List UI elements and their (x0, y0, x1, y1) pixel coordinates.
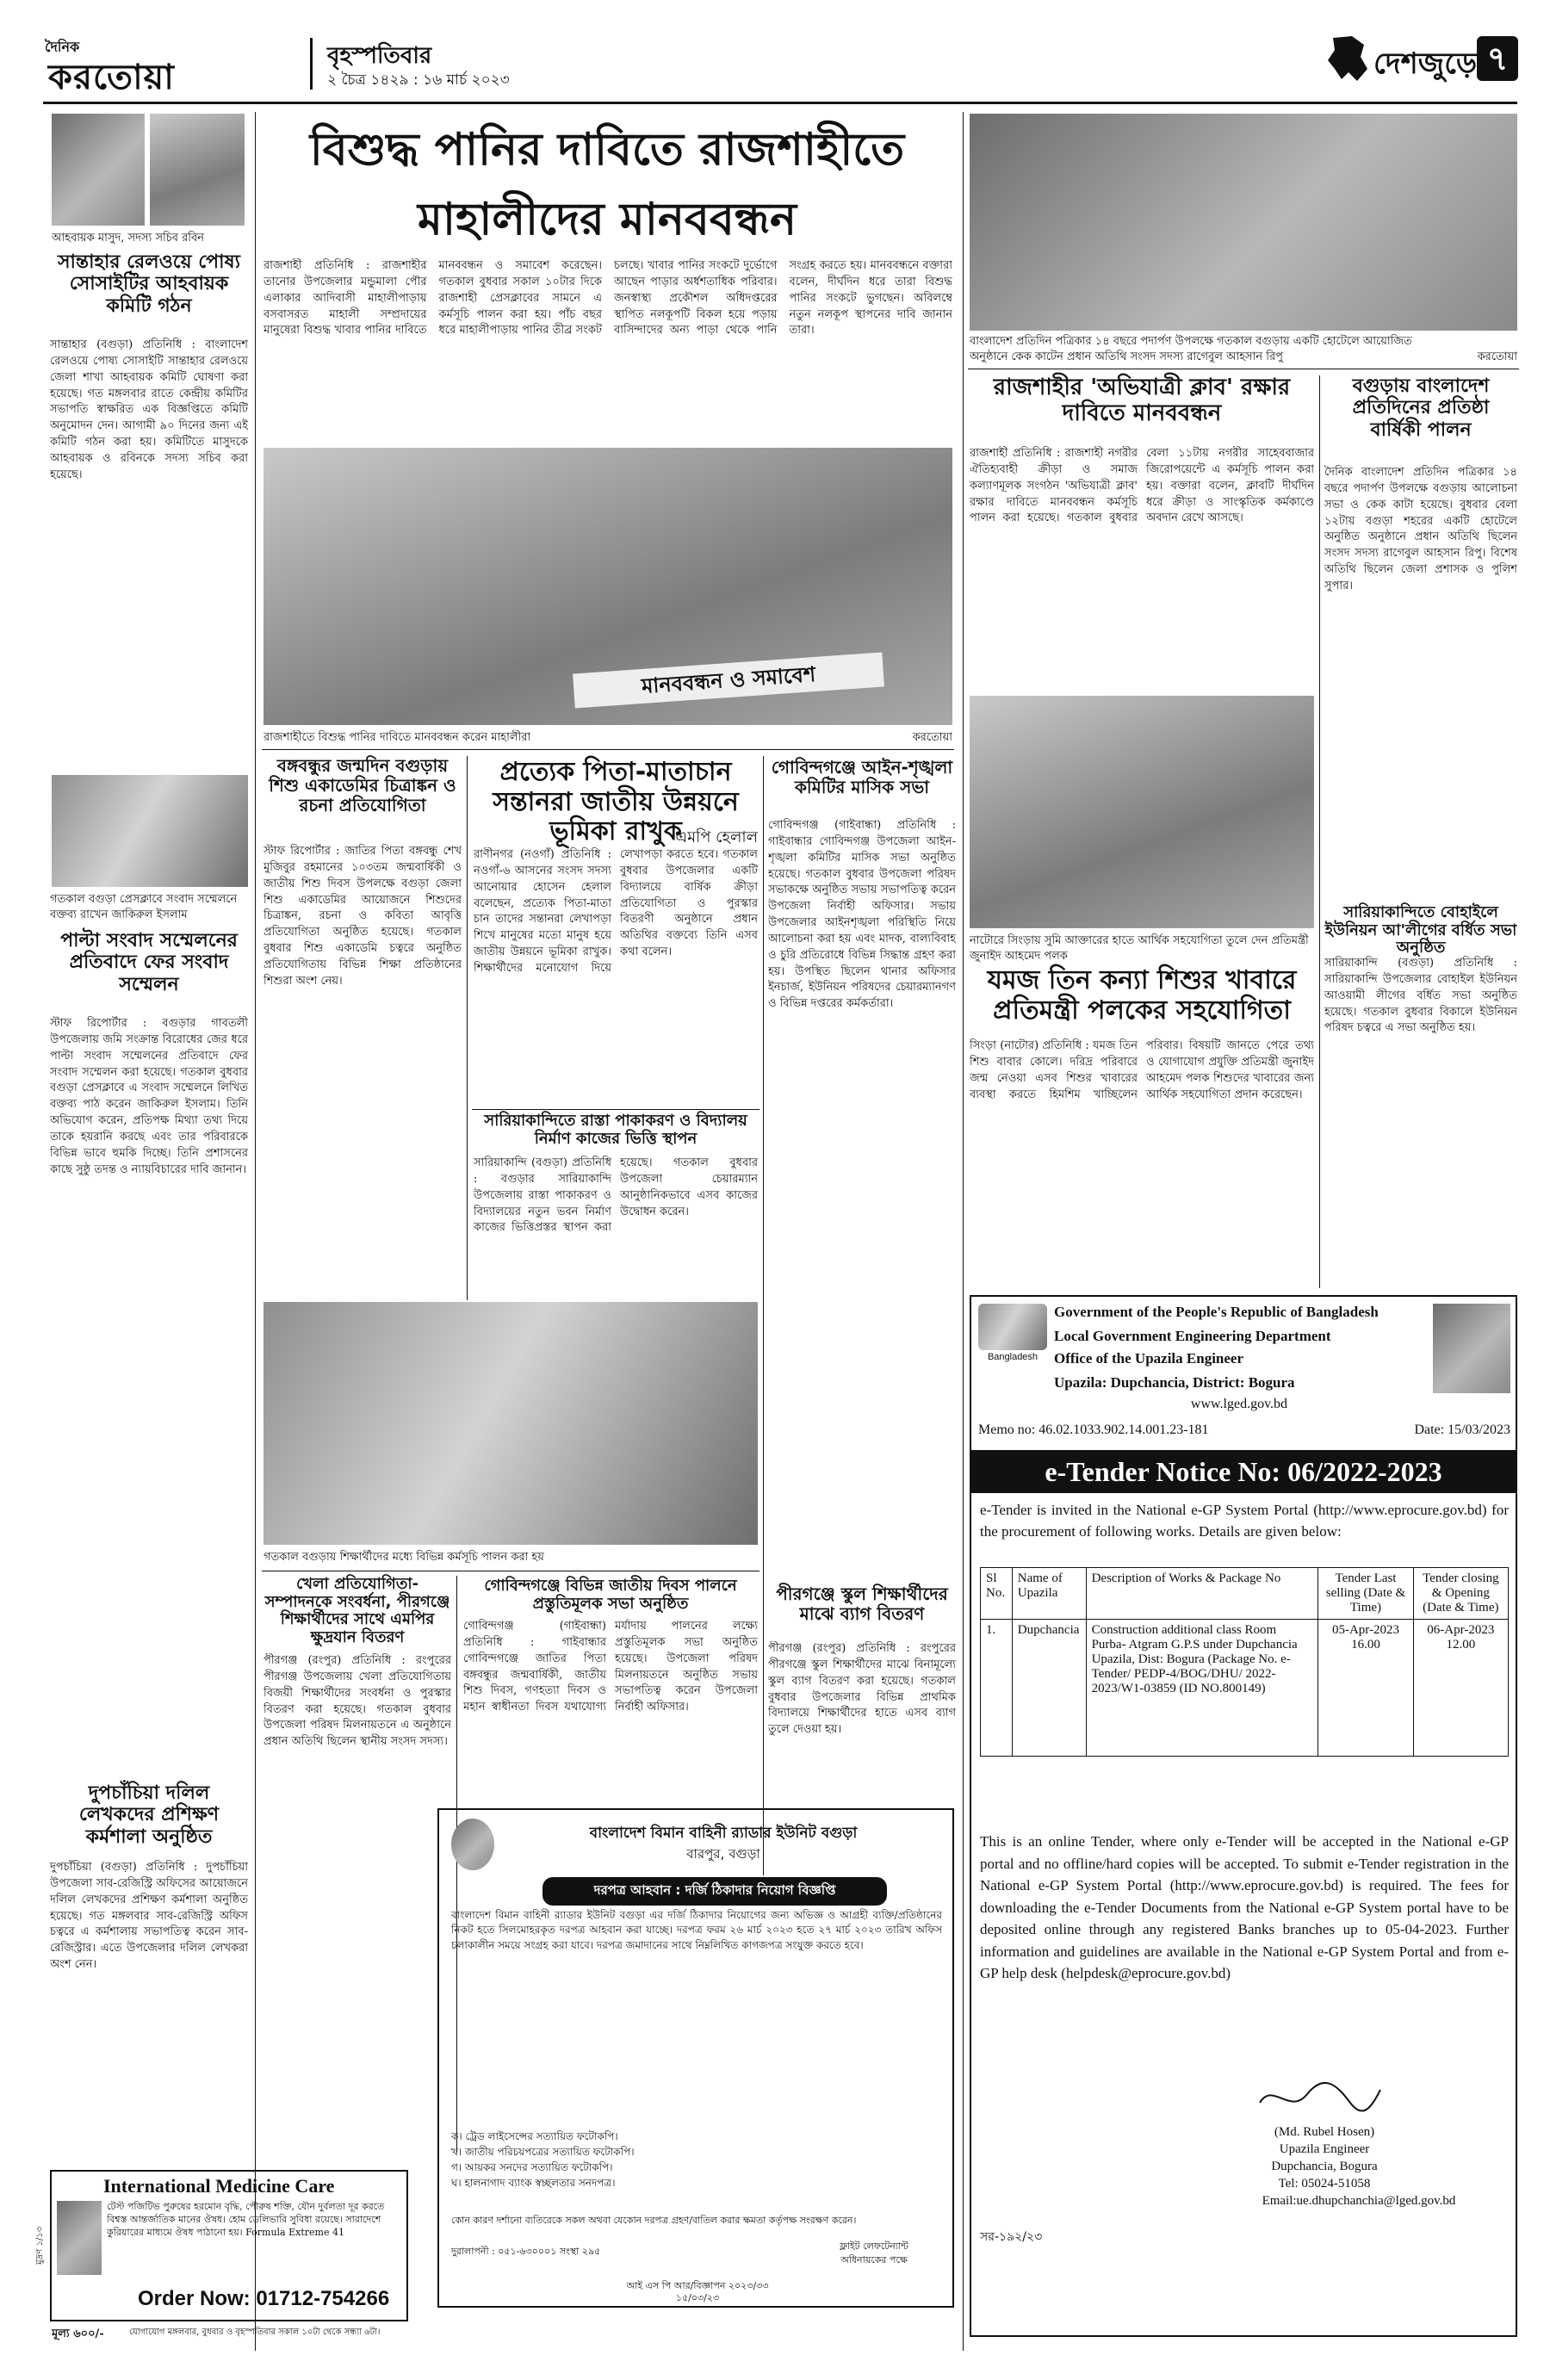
photo-caption: গতকাল বগুড়ায় শিক্ষার্থীদের মধ্যে বিভিন্ন কর্মসূচি পালন করা হয় (264, 1551, 544, 1564)
headline: প্রত্যেক পিতা-মাতাচান সন্তানরা জাতীয় উন্নয়নে ভূমিকা রাখুক (493, 757, 739, 846)
signer-office: Dupchancia, Bogura (1271, 2160, 1378, 2173)
headline: সারিয়াকান্দিতে বোহাইলে ইউনিয়ন আ'লীগের বর্ধিত সভা অনুষ্ঠিত (1324, 903, 1517, 958)
column-rule (255, 112, 256, 2351)
signer-name: (Md. Rubel Hosen) (1274, 2125, 1375, 2139)
ad-note: কোন কারণ দর্শানো ব্যতিরেকে সকল অথবা যেকোন দরপত্র গ্রহণ/বাতিল করার ক্ষমতা কর্তৃপক্ষ সংরক্ষণ করেন। (451, 2215, 857, 2226)
article-body: দুপচাঁচিয়া (বগুড়া) প্রতিনিধি : দুপচাঁচিয়া উপজেলা সাব-রেজিস্ট্রি অফিসের আয়োজনে দলিল লেখকদের প্রশিক্ষণ কর্মশালা অনুষ্ঠিত হয়েছে। গত মঙ্গলবার সাব-রেজিস্ট্রি অফিস চত্বরে এ কর্মশালায় সভাপতিত্ব করেন সাব-রেজিস্ট্রার। এতে উপজেলার দলিল লেখকরা অংশ নেন। (50, 1861, 248, 1972)
article-body: সিংড়া (নাটোর) প্রতিনিধি : যমজ তিন শিশু বাবার কোলে। দরিদ্র পরিবারে জন্ম নেওয়া এসব শিশুর খাবারের ব্যবস্থা করতে হিমশিম খাচ্ছিলেন পরিবার। বিষয়টি জানতে পেরে তথ্য ও যোগাযোগ প্রযুক্তি প্রতিমন্ত্রী জুনাইদ আহমেদ পলক শিশুদের খাবারের জন্য আর্থিক সহযোগিতা প্রদান করেছেন। (970, 1039, 1314, 1101)
banner-text: মানববন্ধন ও সমাবেশ (573, 652, 884, 708)
article-body: সান্তাহার (বগুড়া) প্রতিনিধি : বাংলাদেশ রেলওয়ে পোষ্য সোসাইটি সান্তাহার রেলওয়ে জেলা শাখা আহবায়ক কমিটি ঘোষণা করা হয়েছে। গত মঙ্গলবার রাতে কেন্দ্রীয় কমিটির সভাপতি স্বাক্ষরিত এক বিজ্ঞপ্তিতে কমিটি অনুমোদন দেন। আগামী ৯০ দিনের জন্য এই কমিটি গঠন করা হয়। কমিটিতে মাসুদকে আহবায়ক ও রবিনকে সদস্য সচিব করা হয়েছে। (50, 338, 248, 481)
table-cell: Dupchancia (1012, 1620, 1086, 1757)
photo-caption: রাজশাহীতে বিশুদ্ধ পানির দাবিতে মানববন্ধন করেন মাহালীরা (264, 731, 531, 744)
article-body: রাণীনগর (নওগাঁ) প্রতিনিধি : নওগাঁ-৬ আসনের সংসদ সদস্য আনোয়ার হোসেন হেলাল বলেছেন, প্রত্যেক পিতা-মাতা চান তাদের সন্তানরা লেখাপড়া শিখে মানুষের মতো মানুষ হয়ে জাতীয় উন্নয়নে ভূমিকা রাখুক। শিক্ষার্থীদের মনোযোগ দিয়ে লেখাপড়া করতে হবে। গতকাল বুধবার উপজেলার একটি বিদ্যালয়ে বার্ষিক ক্রীড়া প্রতিযোগিতা ও পুরস্কার বিতরণী অনুষ্ঠানে প্রধান অতিথির বক্তব্যে তিনি এসব কথা বলেন। (474, 848, 758, 975)
ad-ref: মুদ্রণ ১/১৩ (35, 2226, 45, 2265)
headline: যমজ তিন কন্যা শিশুর খাবারে প্রতিমন্ত্রী পলকের সহযোগিতা (987, 965, 1297, 1026)
tender-intro: e-Tender is invited in the National e-GP System Portal (http://www.eprocure.gov.bd) for the procurement of following works. Details are given below: (980, 1502, 1509, 1540)
ad-footnote: যোগাযোগ মঙ্গলবার, বুধবার ও বৃহস্পতিবার সকাল ১০টা থেকে সন্ধ্যা ৬টা। (129, 2327, 381, 2337)
table-header: Tender Last selling (Date & Time) (1318, 1568, 1413, 1620)
headline-kicker: এমপি হেলাল (675, 828, 758, 846)
ad-org-sub: বারপুর, বগুড়া (686, 1846, 760, 1862)
page-number: ৭ (1477, 36, 1518, 81)
article-body: স্টাফ রিপোর্টার : জাতির পিতা বঙ্গবন্ধু শেখ মুজিবুর রহমানের ১০৩তম জন্মবার্ষিকী ও জাতীয় শিশু দিবস উপলক্ষে বগুড়া জেলা শিশু একাডেমির আয়োজনে শিশুদের চিত্রাঙ্কন, রচনা ও কবিতা আবৃত্তি প্রতিযোগিতা অনুষ্ঠিত হয়েছে। গতকাল বুধবার শিশু একাডেমি চত্বরে অনুষ্ঠিত প্রতিযোগিতায় বিভিন্ন শিক্ষা প্রতিষ্ঠানের শিশুরা অংশ নেয়। (264, 845, 462, 988)
table-header: Name of Upazila (1012, 1568, 1086, 1620)
article-body: সারিয়াকান্দি (বগুড়া) প্রতিনিধি : সারিয়াকান্দি উপজেলার বোহাইল ইউনিয়ন আওয়ামী লীগের বর্ধিত সভা অনুষ্ঠিত হয়েছে। গতকাল বুধবার বিকালে ইউনিয়ন পরিষদ চত্বরে এ সভা অনুষ্ঠিত হয়। (1324, 957, 1517, 1035)
tender-table (980, 1567, 1509, 1757)
brand-small: দৈনিক (45, 39, 80, 55)
ad-ref: ১৫/০৩/২৩ (675, 2292, 720, 2303)
issue-date: ২ চৈত্র ১৪২৯ : ১৬ মার্চ ২০২৩ (327, 71, 510, 89)
portrait-photo (1433, 1304, 1510, 1393)
order-line: Order Now: 01712-754266 (138, 2287, 390, 2310)
article-body: রাজশাহী প্রতিনিধি : রাজশাহী নগরীর ঐতিহ্যবাহী ক্রীড়া ও সমাজ কল্যাণমূলক সংগঠন 'অভিযাত্রী ক্লাব' রক্ষার দাবিতে মানববন্ধন কর্মসূচি পালন করা হয়েছে। গতকাল বুধবার বেলা ১১টায় নগরীর সাহেববাজার জিরোপয়েন্টে এ কর্মসূচি পালন করা হয়। বক্তারা বলেন, ক্লাবটি দীর্ঘদিন ধরে ক্রীড়া ও সাংস্কৃতিক কর্মকাণ্ডে অবদান রেখে আসছে। (970, 447, 1314, 525)
column-rule (963, 112, 964, 2351)
signer-phone: Tel: 05024-51058 (1278, 2177, 1371, 2191)
table-cell: 06-Apr-2023 12.00 (1413, 1620, 1508, 1757)
ad-ref: দুরালাপনী : ০৫১-৬৩০০০১ সংস্থা ২৯৫ (451, 2246, 601, 2257)
article-body: দৈনিক বাংলাদেশ প্রতিদিন পত্রিকার ১৪ বছরে পদার্পণ উপলক্ষে বগুড়ায় আলোচনা সভা ও কেক কাটা হয়েছে। বুধবার বেলা ১২টায় বগুড়া শহরের একটি হোটেলে অনুষ্ঠিত অনুষ্ঠানে প্রধান অতিথি ছিলেন সংসদ সদস্য রাগেবুল আহসান রিপু। বিশেষ অতিথি ছিলেন জেলা প্রশাসক ও পুলিশ সুপার। (1324, 466, 1517, 592)
lead-body: রাজশাহী প্রতিনিধি : রাজশাহীর তানোর উপজেলার মন্ডুমালা পৌর এলাকার আদিবাসী মাহালীপাড়ায় বসবাসরত মাহালী সম্প্রদায়ের মানুষেরা বিশুদ্ধ খাবার পানির দাবিতে মানববন্ধন ও সমাবেশ করেছেন। গতকাল বুধবার সকাল ১০টার দিকে রাজশাহী প্রেসক্লাবের সামনে এ কর্মসূচি পালন করা হয়। পাঁচ বছর ধরে মাহালীপাড়ায় পানির তীব্র সংকট চলছে। খাবার পানির সংকটে দুর্ভোগে আছেন পাড়ার অর্ধশতাধিক পরিবার। জনস্বাস্থ্য প্রকৌশল অধিদপ্তরের স্থাপিত নলকূপটি বিকল হয়ে পড়ায় বাসিন্দাদের অন্য পাড়া থেকে পানি সংগ্রহ করতে হয়। মানববন্ধনে বক্তারা বলেন, দীর্ঘদিন ধরে তারা বিশুদ্ধ পানির সংকটে ভুগছেন। অবিলম্বে নতুন নলকূপ স্থাপনের দাবি জানান তারা। (264, 259, 952, 338)
signature-mark (1256, 2077, 1385, 2120)
portrait-photo (150, 114, 245, 226)
signer-email: Email:ue.dhupchanchia@lged.gov.bd (1262, 2194, 1456, 2208)
tender-office-line: Office of the Upazila Engineer (1054, 1350, 1244, 1367)
headline: সারিয়াকান্দিতে রাস্তা পাকাকরণ ও বিদ্যালয় নির্মাণ কাজের ভিত্তি স্থাপন (484, 1112, 747, 1148)
ad-signer: ফ্লাইট লেফটেন্যান্ট (840, 2241, 908, 2252)
table-cell: Construction additional class Room Purba- Atgram G.P.S under Dupchancia Upazila, Dist: Bogura (Package No. e-Tender/ PEDP-4/BOG/DHU/ 2022-2023/W1-03859 (ID NO.800149) (1086, 1620, 1318, 1757)
portrait-photo (52, 114, 145, 226)
ad-item: ক। ট্রেড লাইসেন্সের সত্যায়িত ফটোকপি। (451, 2130, 618, 2142)
tender-footer: This is an online Tender, where only e-Tender will be accepted in the National e-GP portal and no offline/hard copies will be accepted. To submit e-Tender registration in the National e-GP System Portal (http://www.eprocure.gov.bd) is required. The fees for downloading the e-Tender Documents from the National e-GP System portal have to be deposited online through any registered Banks branches up to 05-04-2023. Further information and guidelines are available in the National e-GP System Portal and from e-GP help desk (helpdesk@eprocure.gov.bd) (980, 1833, 1509, 1981)
section-rule (262, 749, 954, 750)
signer-title: Upazila Engineer (1279, 2142, 1370, 2156)
photo-caption: আহবায়ক মাসুদ, সদস্য সচিব রবিন (52, 232, 205, 245)
tender-location: Upazila: Dupchancia, District: Bogura (1054, 1374, 1295, 1391)
section-rule (472, 1109, 760, 1110)
photo-credit: করতোয়া (912, 731, 952, 744)
tender-website: www.lged.gov.bd (1190, 1397, 1288, 1411)
table-cell: 05-Apr-2023 16.00 (1318, 1620, 1413, 1757)
product-photo (57, 2201, 102, 2275)
headline: খেলা প্রতিযোগিতা-সম্পাদনকে সংবর্ধনা, পীরগঞ্জে শিক্ষার্থীদের সাথে এমপির ক্ষুদ্রযান বিতরণ (264, 1575, 450, 1647)
headline: বগুড়ায় বাংলাদেশ প্রতিদিনের প্রতিষ্ঠা বার্ষিকী পালন (1352, 375, 1490, 441)
column-rule (1319, 375, 1320, 1288)
ad-item: ঘ। হালনাগাদ ব্যাংক স্বচ্ছলতার সনদপত্র। (451, 2177, 616, 2189)
tender-dept-line: Local Government Engineering Department (1054, 1328, 1331, 1344)
ad-signer-sub: অধিনায়কের পক্ষে (840, 2254, 908, 2265)
tender-gov-line: Government of the People's Republic of Bangladesh (1054, 1304, 1379, 1320)
masthead-rule (43, 102, 1517, 104)
article-body: গোবিন্দগঞ্জ (গাইবান্ধা) প্রতিনিধি : গাইবান্ধার গোবিন্দগঞ্জে জাতির পিতা বঙ্গবন্ধুর জন্মবার্ষিকী, জাতীয় শিশু দিবস, গণহত্যা দিবস ও মহান স্বাধীনতা দিবস যথাযোগ্য মর্যাদায় পালনের লক্ষ্যে প্রস্তুতিমূলক সভা অনুষ্ঠিত হয়েছে। উপজেলা পরিষদ মিলনায়তনে অনুষ্ঠিত সভায় সভাপতিত্ব করেন উপজেলা নির্বাহী অফিসার। (463, 1620, 758, 1714)
issue-day: বৃহস্পতিবার (327, 43, 432, 69)
ad-item: গ। আয়কর সনদের সত্যায়িত ফটোকপি। (451, 2161, 613, 2173)
table-row (981, 1620, 1509, 1757)
photo-credit: করতোয়া (1477, 350, 1517, 363)
lead-photo (264, 448, 952, 725)
press-photo (52, 775, 248, 887)
table-header: Tender closing & Opening (Date & Time) (1413, 1568, 1508, 1620)
ad-body: টেস্ট পজিটিভ পুরুষের হরমোন বৃদ্ধি, পৌরুষ শক্তি, যৌন দুর্বলতা দূর করতে বিশ্বস্ত আন্তর্জাতিক মানের ঔষধ। হোম ডেলিভারি সুবিধা রয়েছে। সারাদেশে কুরিয়ারের মাধ্যমে ঔষধ পাঠানো হয়। Formula Extreme 41 (107, 2201, 385, 2238)
event-photo (970, 114, 1517, 331)
brand-logo: করতোয়া (48, 58, 175, 97)
photo-caption: বাংলাদেশ প্রতিদিন পত্রিকার ১৪ বছরে পদার্পণ উপলক্ষে গতকাল বগুড়ায় একটি হোটেলে আয়োজিত অনুষ্ঠানে কেক কাটেন প্রধান অতিথি সংসদ সদস্য রাগেবুল আহসান রিপু (970, 335, 1412, 363)
table-header: Sl No. (981, 1568, 1013, 1620)
headline: বঙ্গবন্ধুর জন্মদিন বগুড়ায় শিশু একাডেমির চিত্রাঙ্কন ও রচনা প্রতিযোগিতা (269, 755, 456, 815)
ad-org: বাংলাদেশ বিমান বাহিনী র‌্যাডার ইউনিট বগুড়া (589, 1825, 858, 1842)
tender-title: e-Tender Notice No: 06/2022-2023 (971, 1450, 1516, 1493)
airforce-emblem (451, 1819, 494, 1870)
article-body: গোবিন্দগঞ্জ (গাইবান্ধা) প্রতিনিধি : গাইবান্ধার গোবিন্দগঞ্জ উপজেলা আইন-শৃঙ্খলা কমিটির মাসিক সভা অনুষ্ঠিত হয়েছে। গতকাল বুধবার উপজেলা পরিষদ সভাকক্ষে অনুষ্ঠিত সভায় সভাপতিত্ব করেন উপজেলা নির্বাহী অফিসার। সভায় উপজেলার আইনশৃঙ্খলা পরিস্থিতি নিয়ে আলোচনা করা হয় এবং মাদক, বাল্যবিবাহ ও চুরি প্রতিরোধে বিভিন্ন সিদ্ধান্ত গ্রহণ করা হয়। উপস্থিত ছিলেন থানার অফিসার ইনচার্জ, ইউনিয়ন পরিষদের চেয়ারম্যানগণ ও বিভিন্ন দপ্তরের কর্মকর্তারা। (768, 819, 956, 1011)
tender-memo: Memo no: 46.02.1033.902.14.001.23-181 (978, 1422, 1209, 1437)
masthead-divider (310, 38, 313, 90)
mujib-borsho-logo (978, 1304, 1047, 1350)
tender-notice (970, 1295, 1517, 2337)
article-body: পীরগঞ্জ (রংপুর) প্রতিনিধি : রংপুরের পীরগঞ্জ উপজেলায় খেলা প্রতিযোগিতায় বিজয়ী শিক্ষার্থীদের সংবর্ধনা ও পুরস্কার বিতরণ করা হয়েছে। গতকাল বুধবার উপজেলা পরিষদ মিলনায়তনে এ অনুষ্ঠানে প্রধান অতিথি ছিলেন স্থানীয় সংসদ সদস্য। (264, 1654, 451, 1749)
headline: সান্তাহার রেলওয়ে পোষ্য সোসাইটির আহবায়ক কমিটি গঠন (58, 251, 240, 317)
ad-title: দরপত্র আহবান : দর্জি ঠিকাদার নিয়োগ বিজ্ঞপ্তি (542, 1877, 887, 1906)
photo-caption: গতকাল বগুড়া প্রেসক্লাবে সংবাদ সম্মেলনে বক্তব্য রাখেন জাকিরুল ইসলাম (50, 893, 238, 921)
headline: গোবিন্দগঞ্জে আইন-শৃঙ্খলা কমিটির মাসিক সভা (771, 757, 953, 797)
column-rule (763, 756, 764, 1875)
medicine-ad (50, 2170, 408, 2321)
article-body: সারিয়াকান্দি (বগুড়া) প্রতিনিধি : বগুড়ার সারিয়াকান্দি উপজেলায় রাস্তা পাকাকরণ ও বিদ্যালয়ের নতুন ভবন নির্মাণ কাজের ভিত্তিপ্রস্তর স্থাপন করা হয়েছে। গতকাল বুধবার উপজেলা চেয়ারম্যান আনুষ্ঠানিকভাবে এসব কাজের উদ্বোধন করেন। (474, 1156, 758, 1235)
photo-caption: নাটোরে সিংড়ায় সুমি আক্তারের হাতে আর্থিক সহযোগিতা তুলে দেন প্রতিমন্ত্রী জুনাইদ আহমেদ পলক (970, 934, 1309, 963)
article-body: স্টাফ রিপোর্টার : বগুড়ার গাবতলী উপজেলায় জমি সংক্রান্ত বিরোধের জের ধরে পাল্টা সংবাদ সম্মেলনের প্রতিবাদে ফের সংবাদ সম্মেলন করা হয়েছে। গতকাল বুধবার বগুড়া প্রেসক্লাবে এ সংবাদ সম্মেলনে লিখিত বক্তব্য পাঠ করেন জাকিরুল ইসলাম। তিনি অভিযোগ করেন, প্রতিপক্ষ মিথ্যা তথ্য দিয়ে তাকে হয়রানি করছে এবং তার পরিবারকে বিভিন্ন ভাবে হুমকি দিচ্ছে। তিনি প্রশাসনের কাছে সুষ্ঠু তদন্ত ও ন্যায়বিচারের দাবি জানান। (50, 1017, 248, 1176)
tender-ref: সর-১৯২/২৩ (980, 2230, 1043, 2244)
ad-title: International Medicine Care (103, 2175, 335, 2197)
lead-headline-2: মাহালীদের মানববন্ধন (418, 194, 797, 245)
headline: পাল্টা সংবাদ সম্মেলনের প্রতিবাদে ফের সংবাদ সম্মেলন (60, 930, 238, 995)
logo-caption: Bangladesh (987, 1352, 1038, 1362)
ad-item: খ। জাতীয় পরিচয়পত্রের সত্যায়িত ফটোকপি। (451, 2146, 635, 2158)
headline: রাজশাহীর 'অভিযাত্রী ক্লাব' রক্ষার দাবিতে মানববন্ধন (993, 375, 1291, 426)
article-body: পীরগঞ্জ (রংপুর) প্রতিনিধি : রংপুরের পীরগঞ্জে স্কুল শিক্ষার্থীদের মাঝে বিনামূল্যে স্কুল ব্যাগ বিতরণ করা হয়েছে। গতকাল বুধবার উপজেলার বিভিন্ন প্রাথমিক বিদ্যালয়ে শিক্ষার্থীদের হাতে এসব ব্যাগ তুলে দেওয়া হয়। (768, 1642, 956, 1737)
ad-price: মূল্য ৬০০/- (52, 2327, 104, 2340)
table-cell: 1. (981, 1620, 1013, 1757)
lead-headline-1: বিশুদ্ধ পানির দাবিতে রাজশাহীতে (309, 124, 905, 176)
column-rule (467, 756, 468, 1300)
event-photo (264, 1302, 758, 1545)
bangladesh-map-icon (1326, 34, 1369, 83)
table-header: Description of Works & Package No (1086, 1568, 1318, 1620)
headline: গোবিন্দগঞ্জে বিভিন্ন জাতীয় দিবস পালনে প্রস্তুতিমূলক সভা অনুষ্ঠিত (484, 1577, 737, 1613)
headline: পীরগঞ্জে স্কুল শিক্ষার্থীদের মাঝে ব্যাগ বিতরণ (776, 1584, 948, 1624)
twins-photo (970, 696, 1314, 928)
headline: দুপচাঁচিয়া দলিল লেখকদের প্রশিক্ষণ কর্মশালা অনুষ্ঠিত (78, 1782, 220, 1848)
ad-body: বাংলাদেশ বিমান বাহিনী র‌্যাডার ইউনিট বগুড়া এর দর্জি ঠিকাদার নিয়োগের জন্য অভিজ্ঞ ও আগ্রহী ব্যক্তি/প্রতিষ্ঠানের নিকট হতে সিলমোহরকৃত দরপত্র আহবান করা যাচ্ছে। দরপত্র ফরম ২৬ মার্চ ২০২৩ হতে ২৭ মার্চ ২০২৩ তারিখ অফিস চলাকালীন সময়ে সংগ্রহ করা যাবে। দরপত্র জমাদানের সাথে নিম্নলিখিত কাগজপত্র সংযুক্ত করতে হবে। (451, 1909, 942, 1951)
tender-date: Date: 15/03/2023 (1414, 1422, 1510, 1437)
section-title: দেশজুড়ে (1373, 46, 1478, 81)
ad-ref: আই এস পি আর/বিজ্ঞাপন ২০২৩/৩৩ (626, 2280, 769, 2291)
airforce-ad (437, 1808, 954, 2308)
